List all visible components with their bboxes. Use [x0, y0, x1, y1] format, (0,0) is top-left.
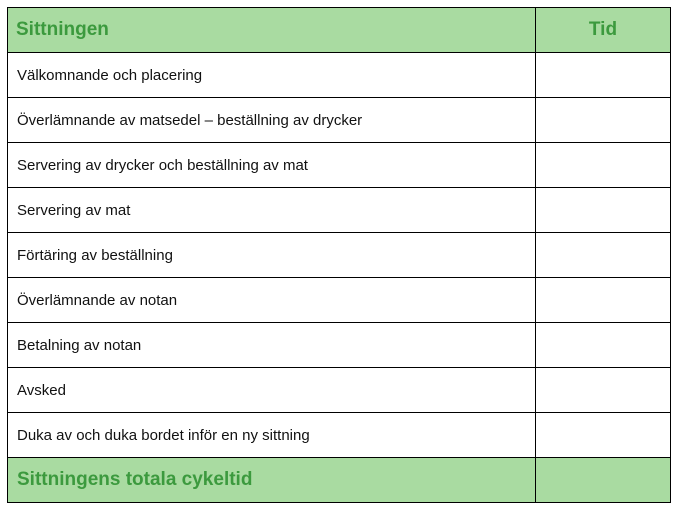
step-name: Duka av och duka bordet inför en ny sittning — [8, 413, 536, 458]
table-row — [8, 98, 671, 143]
table-row — [8, 323, 671, 368]
table-row — [8, 413, 671, 458]
table-row — [8, 278, 671, 323]
table-row — [8, 143, 671, 188]
table-header-row — [8, 8, 671, 53]
table-row — [8, 188, 671, 233]
time-cell[interactable] — [536, 188, 671, 233]
time-cell[interactable] — [536, 323, 671, 368]
step-name: Överlämnande av matsedel – beställning av drycker — [8, 98, 536, 143]
seating-cycle-table — [7, 7, 671, 503]
step-name: Överlämnande av notan — [8, 278, 536, 323]
step-name: Servering av mat — [8, 188, 536, 233]
step-name: Betalning av notan — [8, 323, 536, 368]
step-name: Avsked — [8, 368, 536, 413]
time-cell[interactable] — [536, 233, 671, 278]
step-name: Servering av drycker och beställning av mat — [8, 143, 536, 188]
time-cell[interactable] — [536, 368, 671, 413]
time-cell[interactable] — [536, 53, 671, 98]
step-name: Förtäring av beställning — [8, 233, 536, 278]
step-name: Välkomnande och placering — [8, 53, 536, 98]
time-cell[interactable] — [536, 143, 671, 188]
table-footer-row — [8, 458, 671, 503]
table-row — [8, 233, 671, 278]
table-row — [8, 368, 671, 413]
time-cell[interactable] — [536, 413, 671, 458]
table-row — [8, 53, 671, 98]
header-step: Sittningen — [8, 8, 536, 53]
total-cycle-label: Sittningens totala cykeltid — [8, 458, 536, 503]
total-cycle-time[interactable] — [536, 458, 671, 503]
time-cell[interactable] — [536, 98, 671, 143]
time-cell[interactable] — [536, 278, 671, 323]
header-time: Tid — [536, 8, 671, 53]
